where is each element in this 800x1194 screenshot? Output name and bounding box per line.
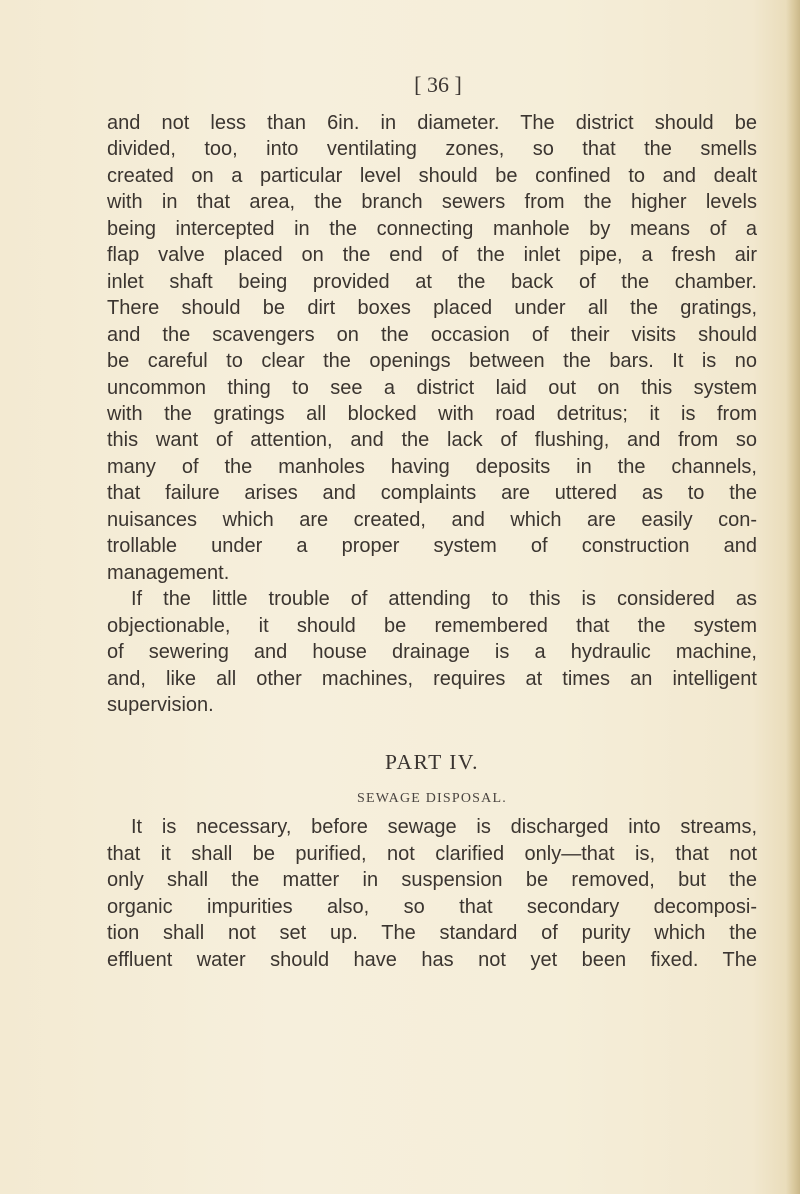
- text-line: this want of attention, and the lack of flushing, and from so: [107, 429, 757, 452]
- text-line: effluent water should have has not yet been fixed. The: [107, 948, 757, 971]
- page-edge-shadow: [786, 0, 800, 1194]
- paragraph-sewage-disposal: [107, 814, 757, 973]
- text-line: supervision.: [107, 693, 214, 716]
- text-line: It is necessary, before sewage is discharged into streams,: [131, 816, 757, 839]
- text-line: that it shall be purified, not clarified only—that is, that not: [107, 842, 757, 865]
- text-line: organic impurities also, so that secondary decomposi-: [107, 895, 757, 918]
- part-heading: PART IV.: [385, 750, 479, 775]
- text-line: many of the manholes having deposits in the channels,: [107, 455, 757, 478]
- paragraph-hydraulic-machine: [107, 586, 757, 718]
- page-number: [ 36 ]: [414, 72, 462, 97]
- text-line: tion shall not set up. The standard of purity which the: [107, 922, 757, 945]
- section-heading: SEWAGE DISPOSAL.: [357, 791, 507, 807]
- text-line: uncommon thing to see a district laid out on this system: [107, 376, 757, 399]
- text-line: that failure arises and complaints are uttered as to the: [107, 482, 757, 505]
- text-line: nuisances which are created, and which are easily con-: [107, 508, 757, 531]
- text-line: and, like all other machines, requires at times an intelligent: [107, 667, 757, 690]
- text-line: with the gratings all blocked with road detritus; it is from: [107, 402, 757, 425]
- text-line: There should be dirt boxes placed under all the gratings,: [107, 297, 757, 320]
- text-line: management.: [107, 561, 230, 584]
- text-line: and not less than 6in. in diameter. The district should be: [107, 112, 757, 134]
- text-line: inlet shaft being provided at the back of the chamber.: [107, 270, 757, 293]
- text-line: flap valve placed on the end of the inlet pipe, a fresh air: [107, 244, 757, 267]
- text-line: created on a particular level should be confined to and dealt: [107, 164, 757, 187]
- text-line: and the scavengers on the occasion of their visits should: [107, 323, 757, 346]
- text-line: objectionable, it should be remembered that the system: [107, 614, 757, 637]
- text-line: of sewering and house drainage is a hydraulic machine,: [107, 641, 757, 664]
- text-line: divided, too, into ventilating zones, so that the smells: [107, 138, 757, 161]
- text-line: being intercepted in the connecting manhole by means of a: [107, 217, 757, 240]
- text-line: with in that area, the branch sewers from the higher levels: [107, 191, 757, 214]
- text-line: be careful to clear the openings between the bars. It is no: [107, 350, 757, 373]
- text-line: only shall the matter in suspension be removed, but the: [107, 869, 757, 892]
- text-line: trollable under a proper system of construction and: [107, 535, 757, 558]
- page-text: [107, 68, 757, 973]
- text-line: If the little trouble of attending to this is considered as: [131, 588, 757, 611]
- paragraph-ventilation: [107, 110, 757, 586]
